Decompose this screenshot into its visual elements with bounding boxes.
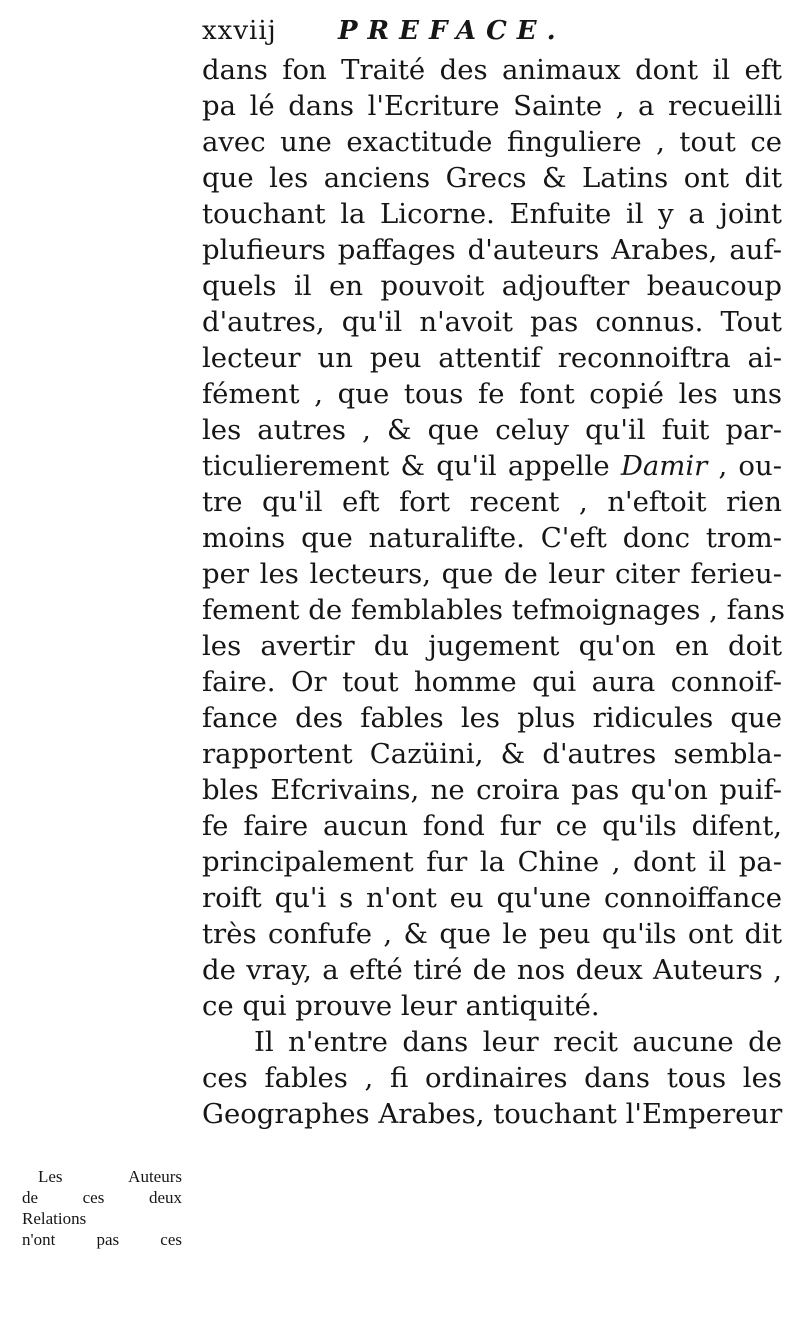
text-line: Geographes Arabes, touchant l'Empereur <box>202 1098 783 1130</box>
text-line: fement de femblables tefmoignages , fans <box>202 594 786 626</box>
text-line: fance des fables les plus ridicules que <box>202 702 782 734</box>
page-number: xxviij <box>202 16 277 46</box>
text-line: tre qu'il eft fort recent , n'eftoit rien <box>202 486 782 518</box>
text-line: ces fables , fi ordinaires dans tous les <box>202 1062 782 1094</box>
text-line: avec une exactitude finguliere , tout ce <box>202 126 782 158</box>
text-line: touchant la Licorne. Enfuite il y a joint <box>202 198 782 230</box>
text-line: très confufe , & que le peu qu'ils ont dit <box>202 918 782 950</box>
text-line: les autres , & que celuy qu'il fuit par- <box>202 414 782 446</box>
text-line: lecteur un peu attentif reconnoiftra ai- <box>202 342 782 374</box>
running-title: PREFACE. <box>338 16 566 46</box>
margin-note-line: de ces deux <box>22 1188 182 1207</box>
text-line: les avertir du jugement qu'on en doit <box>202 630 782 662</box>
paragraph-start-line: Il n'entre dans leur recit aucune de <box>254 1026 782 1058</box>
text-line: plufieurs paffages d'auteurs Arabes, auf- <box>202 234 782 266</box>
text-line: que les anciens Grecs & Latins ont dit <box>202 162 782 194</box>
text-line: d'autres, qu'il n'avoit pas connus. Tout <box>202 306 782 338</box>
body-text <box>202 52 786 1132</box>
text-line: principalement fur la Chine , dont il pa- <box>202 846 782 878</box>
text-line: faire. Or tout homme qui aura connoif- <box>202 666 782 698</box>
margin-note-line: n'ont pas ces <box>22 1230 182 1249</box>
text-line: ticulierement & qu'il appelle Damir , ou- <box>202 450 782 482</box>
text-line: fe faire aucun fond fur ce qu'ils difent, <box>202 810 782 842</box>
margin-note-line: Relations <box>22 1209 87 1228</box>
text-line: pa lé dans l'Ecriture Sainte , a recueilli <box>202 90 782 122</box>
text-line: moins que naturalifte. C'eft donc trom- <box>202 522 782 554</box>
margin-note-line: Les Auteurs <box>38 1167 182 1186</box>
text-line: quels il en pouvoit adjoufter beaucoup <box>202 270 782 302</box>
text-line: de vray, a efté tiré de nos deux Auteurs , <box>202 954 782 986</box>
text-line: dans fon Traité des animaux dont il eft <box>202 54 782 86</box>
margin-note <box>22 1166 182 1250</box>
text-line: roift qu'i s n'ont eu qu'une connoiffance <box>202 882 782 914</box>
page-header <box>202 16 622 56</box>
text-line: rapportent Cazüini, & d'autres sembla- <box>202 738 782 770</box>
paragraph-end-line: ce qui prouve leur antiquité. <box>202 990 600 1022</box>
text-line: per les lecteurs, que de leur citer ferieu- <box>202 558 782 590</box>
text-line: bles Efcrivains, ne croira pas qu'on puif- <box>202 774 782 806</box>
text-line: fément , que tous fe font copié les uns <box>202 378 782 410</box>
